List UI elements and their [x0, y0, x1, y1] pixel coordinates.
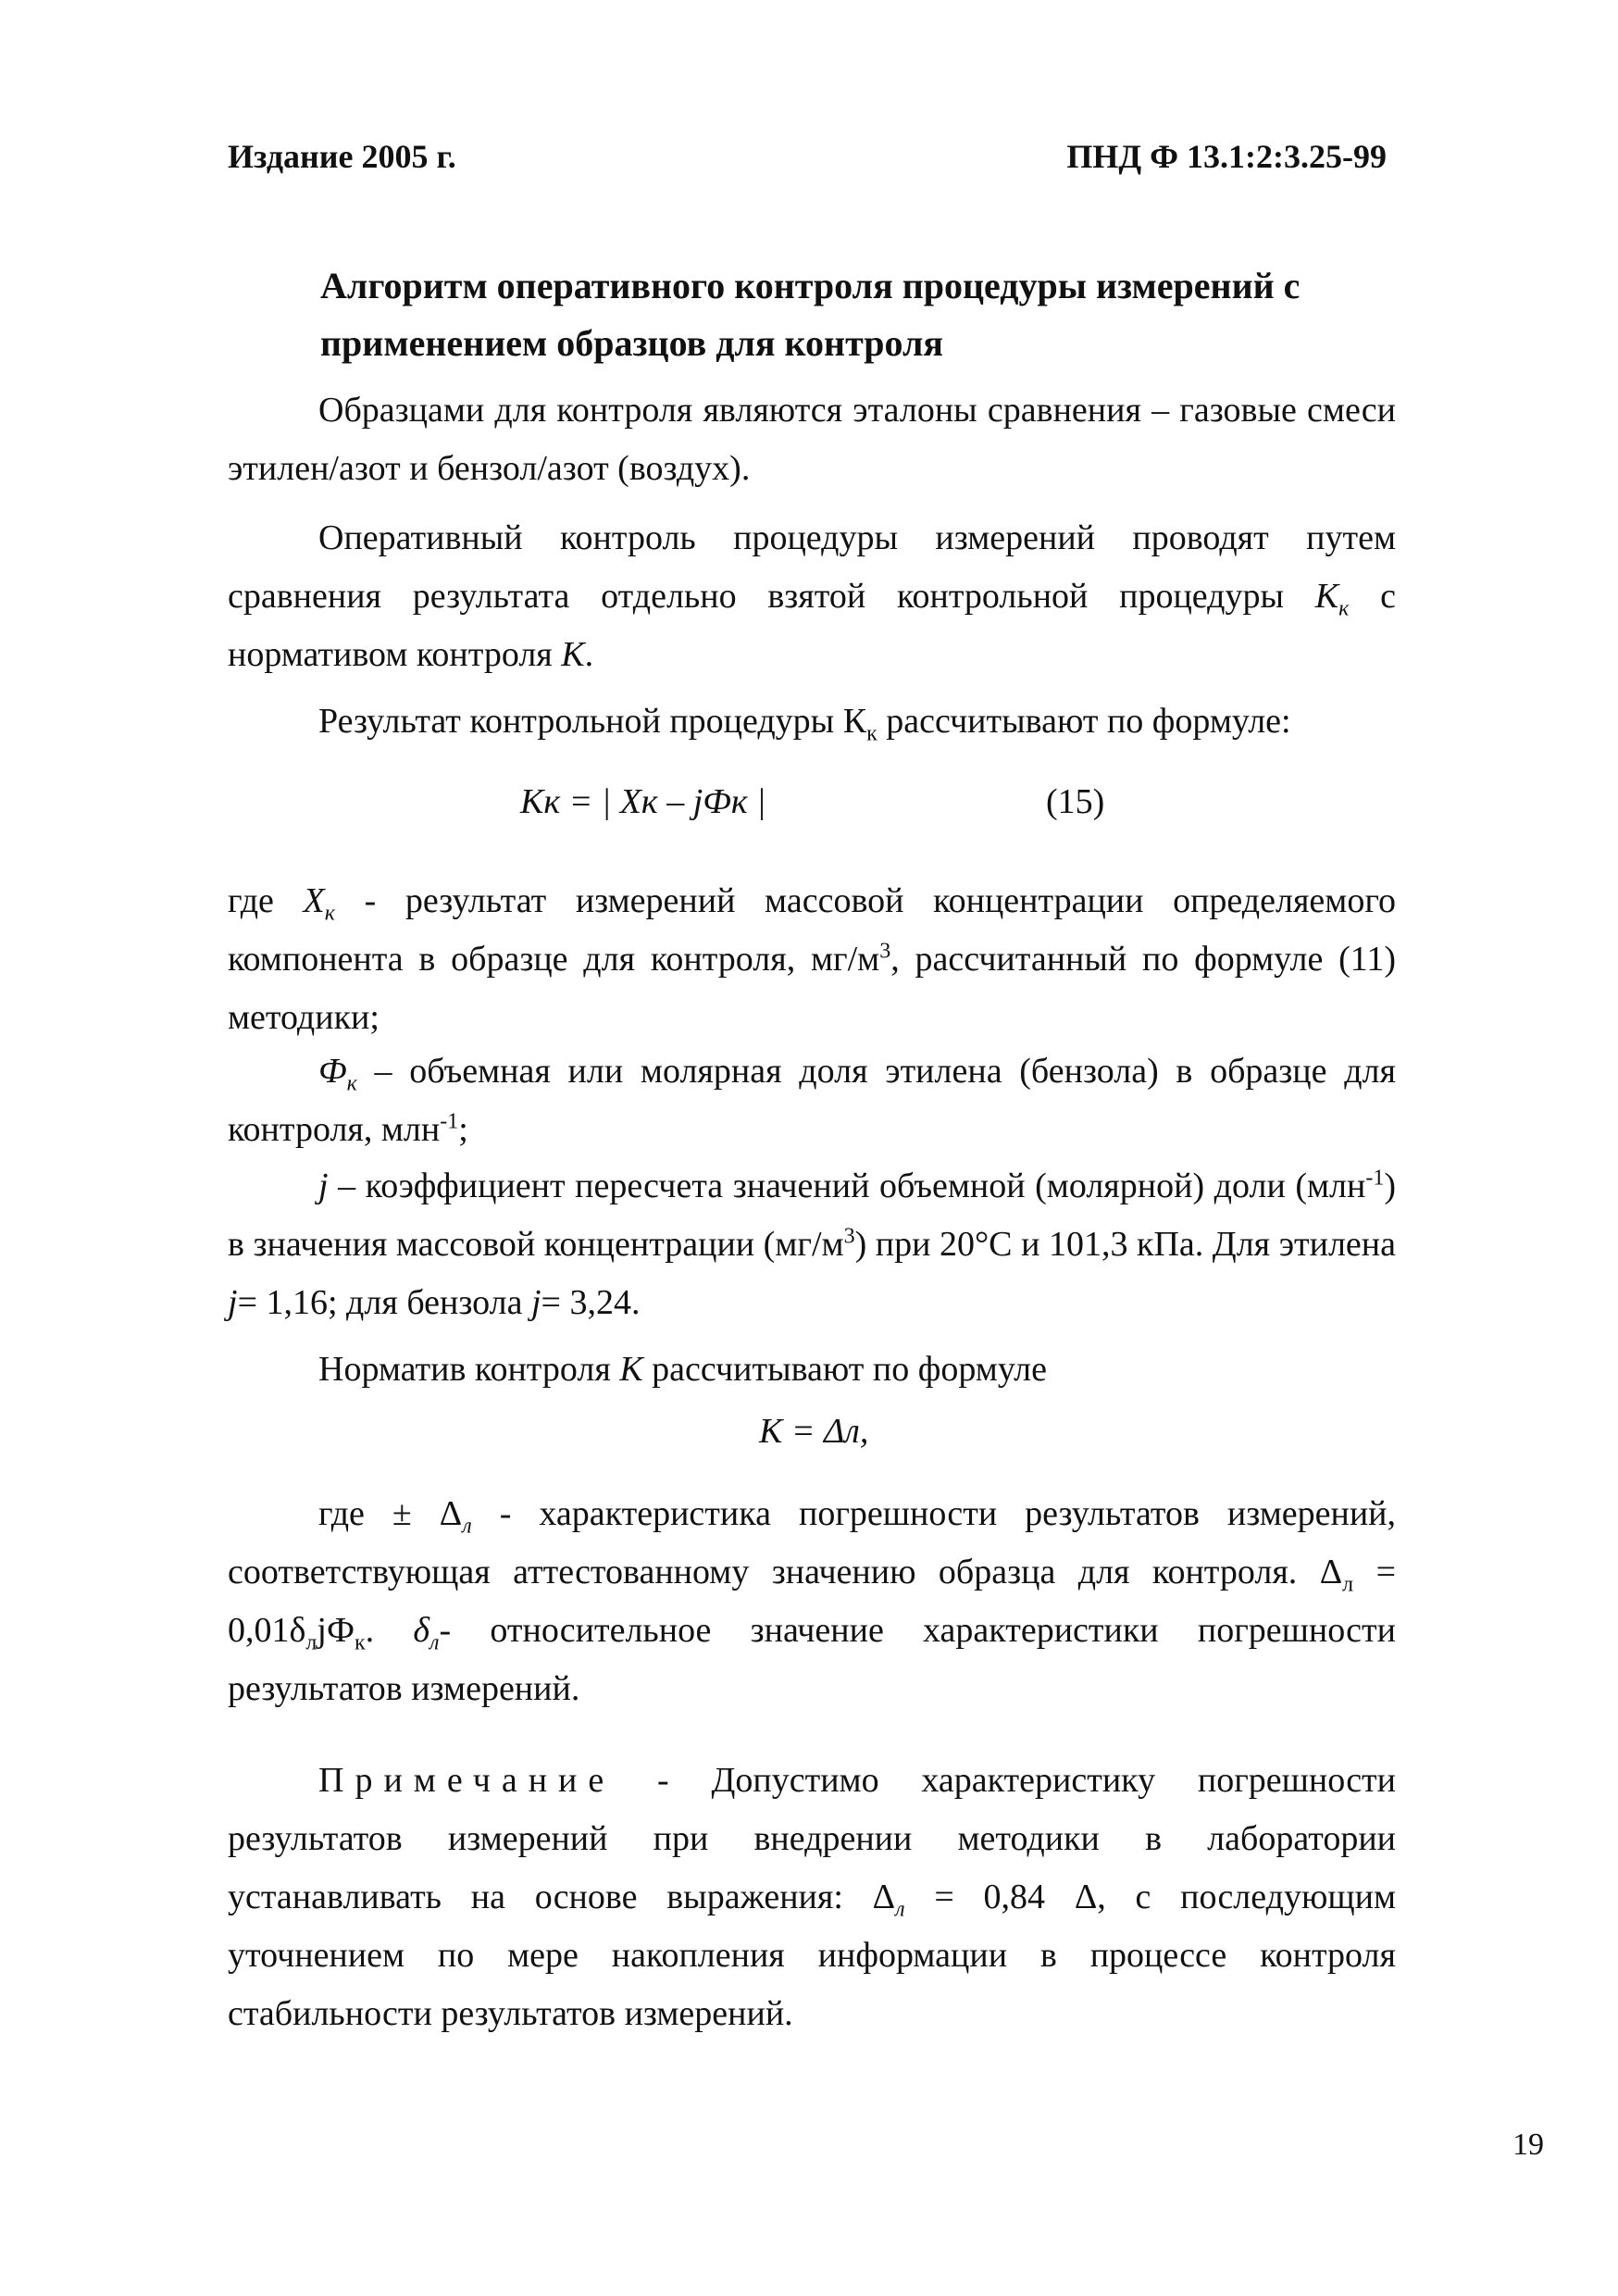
text: ;	[458, 1110, 468, 1149]
paragraph-norm-intro	[228, 1341, 1396, 1399]
text: с нормативом контроля	[228, 577, 1396, 674]
superscript: 3	[843, 1224, 855, 1249]
text: = 1,16; для бензола	[237, 1283, 531, 1322]
subscript: к	[354, 1630, 366, 1655]
paragraph-where-phi	[228, 1042, 1396, 1159]
text: Образцами для контроля являются эталоны сравнения – газовые смеси этилен/азот и бензол/азот (воздух).	[228, 391, 1396, 488]
text: , рассчитанный по формуле (11) методики;	[228, 940, 1397, 1037]
text: = 3,24.	[541, 1283, 641, 1322]
superscript: -1	[440, 1109, 459, 1134]
subscript: к	[346, 1071, 357, 1096]
text: рассчитывают по формуле	[642, 1350, 1047, 1389]
paragraph-result-intro	[228, 693, 1396, 751]
formula-15-number: (15)	[1046, 782, 1105, 821]
text: = 0,01δ	[228, 1553, 1397, 1650]
paragraph-operational-control	[228, 509, 1396, 684]
text: jФ	[317, 1611, 355, 1650]
note-paragraph	[228, 1752, 1396, 2043]
paragraph-delta	[228, 1485, 1396, 1718]
text: Результат контрольной процедуры К	[318, 702, 867, 741]
text: рассчитывают по формуле:	[877, 702, 1291, 741]
symbol-k-norm: K	[561, 635, 585, 674]
page-number: 19	[1512, 2128, 1544, 2162]
subscript: к	[866, 721, 877, 746]
text: ) при 20°С и 101,3 кПа. Для этилена	[854, 1225, 1396, 1264]
symbol-k-norm: K	[619, 1350, 643, 1389]
symbol-j: j	[318, 1167, 329, 1205]
paragraph-where-j	[228, 1157, 1396, 1332]
paragraph-where-x	[228, 872, 1396, 1047]
symbol-j: j	[530, 1283, 541, 1322]
text: - Допустимо характеристику погрешности результатов измерений при внедрении методики в лаборатории устанавливать на основе выражения: Δ	[228, 1761, 1396, 1916]
note-label: Примечание	[318, 1761, 616, 1800]
subscript: л	[429, 1630, 440, 1655]
symbol-k: K	[1314, 577, 1339, 616]
text: где	[228, 881, 304, 920]
subscript: л	[462, 1514, 472, 1539]
text: – коэффициент пересчета значений объемной (молярной) доли (млн	[328, 1167, 1366, 1205]
symbol-delta: δ	[413, 1611, 430, 1650]
text: = 0,84 Δ, с последующим уточнением по мере накопления информации в процессе контроля стабильности результатов измерений.	[228, 1878, 1397, 2033]
symbol-phi: Ф	[318, 1052, 347, 1091]
document-code: ПНД Ф 13.1:2:3.25-99	[1066, 138, 1387, 175]
text: .	[584, 635, 594, 674]
text: - характеристика погрешности результатов измерений, соответствующая аттестованному значению образца для контроля. Δ	[228, 1494, 1397, 1591]
text: – объемная или молярная доля этилена (бензола) в образце для контроля, млн	[228, 1052, 1396, 1149]
symbol-j: j	[228, 1283, 238, 1322]
formula-norm: K = Δл,	[759, 1412, 869, 1451]
subscript: л	[1342, 1572, 1354, 1597]
subscript: л	[305, 1630, 317, 1655]
subscript: к	[1338, 596, 1350, 621]
text: Норматив контроля	[318, 1350, 620, 1389]
text: - относительное значение характеристики погрешности результатов измерений.	[228, 1611, 1396, 1708]
text: ) в значения массовой концентрации (мг/м	[228, 1167, 1396, 1264]
text: - результат измерений массовой концентрации определяемого компонента в образце для контроля, мг/м	[228, 881, 1396, 979]
text: Оперативный контроль процедуры измерений проводят путем сравнения результата отдельно взятой контрольной процедуры	[228, 518, 1396, 616]
symbol-x: X	[303, 881, 325, 920]
subscript: к	[324, 901, 335, 926]
superscript: -1	[1365, 1166, 1385, 1191]
text: где ± Δ	[318, 1494, 463, 1533]
superscript: 3	[879, 939, 891, 964]
paragraph-control-samples	[228, 381, 1396, 498]
subscript: л	[895, 1897, 905, 1922]
formula-15: Kк = | Xк – jФк |	[520, 782, 766, 821]
edition-label: Издание 2005 г.	[228, 138, 456, 175]
section-title: Алгоритм оперативного контроля процедуры измерений с применением образцов для контроля	[320, 265, 1301, 364]
text: .	[365, 1611, 414, 1650]
